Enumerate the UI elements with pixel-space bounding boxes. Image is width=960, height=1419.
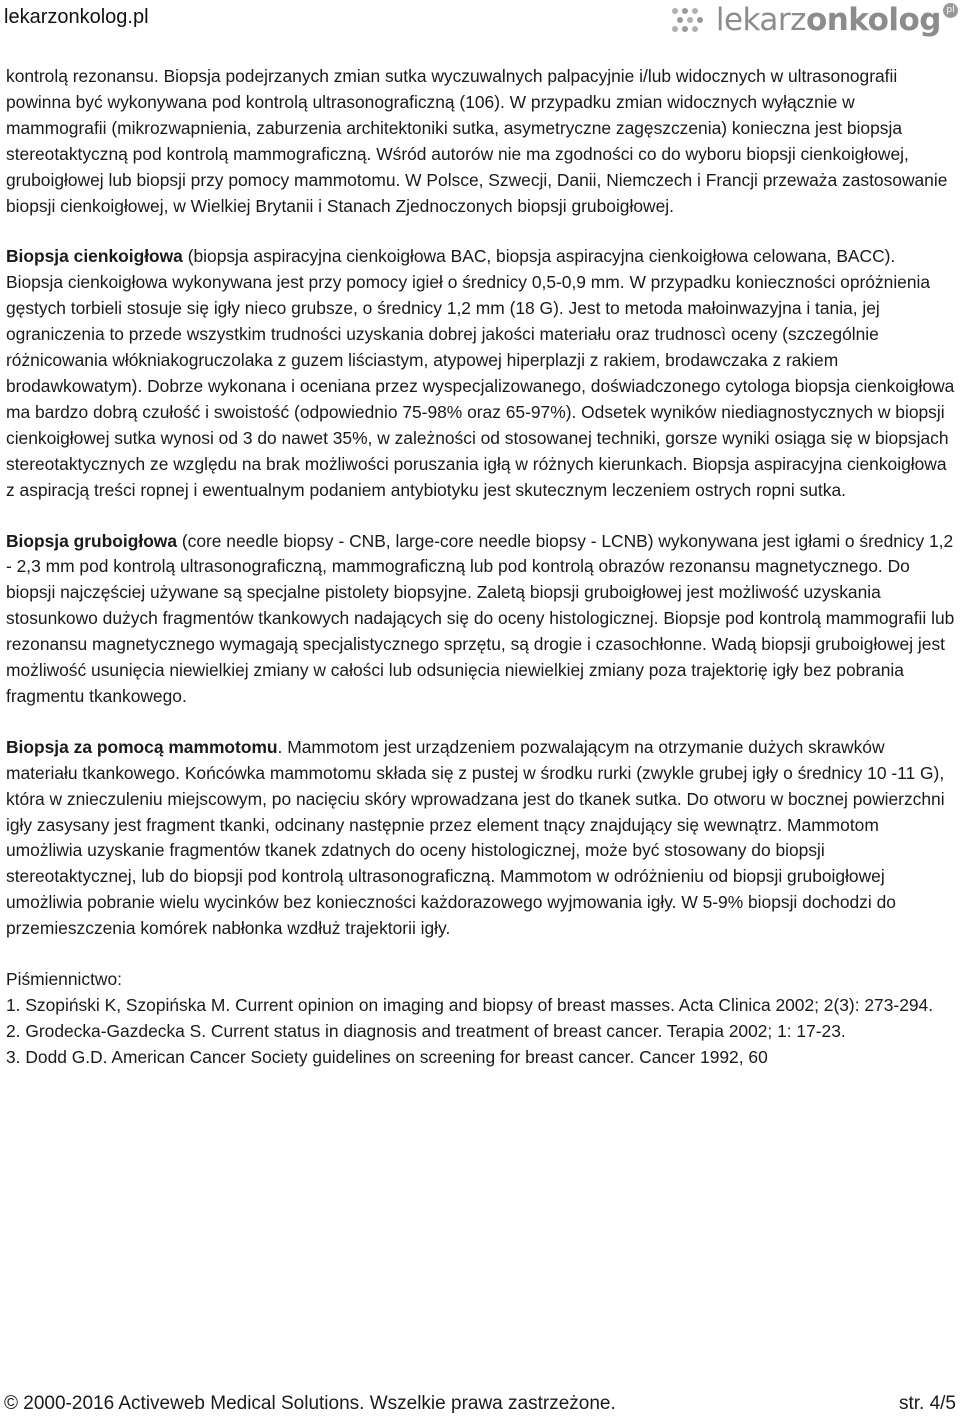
paragraph-core-needle — [6, 529, 956, 710]
reference-item: 2. Grodecka-Gazdecka S. Current status in diagnosis and treatment of breast cancer. Terapia 2002; 1: 17-23. — [6, 1020, 846, 1041]
references — [6, 967, 956, 1071]
copyright-notice: © 2000-2016 Activeweb Medical Solutions. Wszelkie prawa zastrzeżone. — [4, 1393, 616, 1414]
paragraph-intro: kontrolą rezonansu. Biopsja podejrzanych zmian sutka wyczuwalnych palpacyjnie i/lub widocznych w ultrasonografii powinna być wykonywana pod kontrolą ultrasonograficzną (106). W przypadku zmian widocznych wyłącznie w mammografii (mikrozwapnienia, zaburzenia architektoniki sutka, asymetryczne zagęszczenia) konieczna jest biopsja stereotaktyczną pod kontrolą mammograficzną. Wśród autorów nie ma zgodności co do wyboru biopsji cienkoigłowej, gruboigłowej lub biopsji przy pomocy mammotomu. W Polsce, Szwecji, Danii, Niemczech i Francji przeważa zastosowanie biopsji cienkoigłowej, w Wielkiej Brytanii i Stanach Zjednoczonych biopsji gruboigłowej. — [6, 66, 948, 216]
paragraph-mammotome — [6, 735, 956, 942]
section-term-fine-needle: Biopsja cienkoigłowa — [6, 246, 183, 267]
page-number: str. 4/5 — [898, 1393, 956, 1414]
brand-name-light: lekarz — [715, 2, 806, 38]
brand-name-bold: onkolog — [805, 2, 941, 38]
brand-logo[interactable] — [668, 0, 958, 40]
references-heading: Piśmiennictwo: — [6, 969, 122, 990]
section-term-mammotome: Biopsja za pomocą mammotomu — [6, 736, 278, 757]
article-body — [6, 64, 956, 1071]
page-header — [0, 0, 960, 44]
brand-suffix-badge: pl — [943, 3, 958, 18]
reference-item: 1. Szopiński K, Szopińska M. Current opinion on imaging and biopsy of breast masses. Acta Clinica 2002; 2(3): 273-294. — [6, 995, 934, 1015]
brand-name — [716, 2, 941, 38]
site-url[interactable]: lekarzonkolog.pl — [4, 6, 149, 28]
paragraph-fine-needle-text: (biopsja aspiracyjna cienkoigłowa BAC, biopsja aspiracyjna cienkoigłowa celowana, BACC). Biopsja cienkoigłowa wykonywana jest przy pomocy igieł o średnicy 0,5-0,9 mm. W przypadku konieczności opróżnienia gęstych torbieli stosuje się igły nieco grubsze, o średnicy 1,2 mm (18 G). Jest to metoda małoinwazyjna i tania, jej ograniczenia to przede wszystkim trudności uzyskania dobrej jakości materiału oraz trudnoscì oceny (szczególnie różnicowania włókniakogruczolaka z guzem liściastym, atypowej hiperplazji z rakiem, brodawczaka z rakiem brodawkowatym). Dobrze wykonana i oceniana przez wyspecjalizowanego, doświadczonego cytologa biopsja cienkoigłowa ma bardzo dobrą czułość i swoistość (odpowiednio 75-98% oraz 65-97%). Odsetek wyników niediagnostycznych w biopsji cienkoigłowej sutka wynosi od 3 do nawet 35%, w zależności od stosowanej techniki, gorsze wyniki osiąga się w biopsjach stereotaktycznych ze względu na brak możliwości poruszania igłą w różnych kierunkach. Biopsja aspiracyjna cienkoigłowa z aspiracją treści ropnej i ewentualnym podaniem antybiotyku jest skutecznym leczeniem ostrych ropni sutka. — [6, 246, 955, 500]
section-term-core-needle: Biopsja gruboigłowa — [6, 530, 178, 551]
paragraph-mammotome-text: . Mammotom jest urządzeniem pozwalającym na otrzymanie dużych skrawków materiału tkankowego. Końcówka mammotomu składa się z pustej w środku rurki (zwykle grubej igły o średnicy 10 -11 G), która w znieczuleniu miejscowym, po nacięciu skóry wprowadzana jest do tkanek sutka. Do otworu w bocznej powierzchni igły zasysany jest fragment tkanki, odcinany następnie przez element tnący znajdujący się wewnątrz. Mammotom umożliwia uzyskanie fragmentów tkanek zdatnych do oceny histologicznej, może być stosowany do biopsji stereotaktycznej, lub do biopsji pod kontrolą ultrasonograficzną. Mammotom w odróżnieniu od biopsji gruboigłowej umożliwia pobranie wielu wycinków bez konieczności każdorazowego wyjmowania igły. W 5-9% biopsji dochodzi do przemieszczenia komórek nabłonka wzdłuż trajektorii igły. — [6, 736, 945, 939]
page-footer — [0, 1389, 960, 1419]
reference-item: 3. Dodd G.D. American Cancer Society guidelines on screening for breast cancer. Cancer 1992, 60 — [6, 1046, 768, 1067]
paragraph-fine-needle — [6, 244, 956, 503]
paragraph-core-needle-text: (core needle biopsy - CNB, large-core needle biopsy - LCNB) wykonywana jest igłami o średnicy 1,2 - 2,3 mm pod kontrolą ultrasonograficzną, mammograficzną lub pod kontrolą obrazów rezonansu magnetycznego. Do biopsji najczęściej używane są specjalne pistolety biopsyjne. Zaletą biopsji gruboigłowej jest możliwość uzyskania stosunkowo dużych fragmentów tkankowych nadających się do oceny histologicznej. Biopsje pod kontrolą mammografii lub rezonansu magnetycznego wymagają specjalistycznego sprzętu, są drogie i czasochłonne. Wadą biopsji gruboigłowej jest możliwość usunięcia niewielkiej zmiany w całości lub odsunięcia niewielkiej zmiany poza trajektorię igły bez pobrania fragmentu tkankowego. — [6, 530, 955, 706]
logo-dots-icon — [670, 3, 710, 37]
